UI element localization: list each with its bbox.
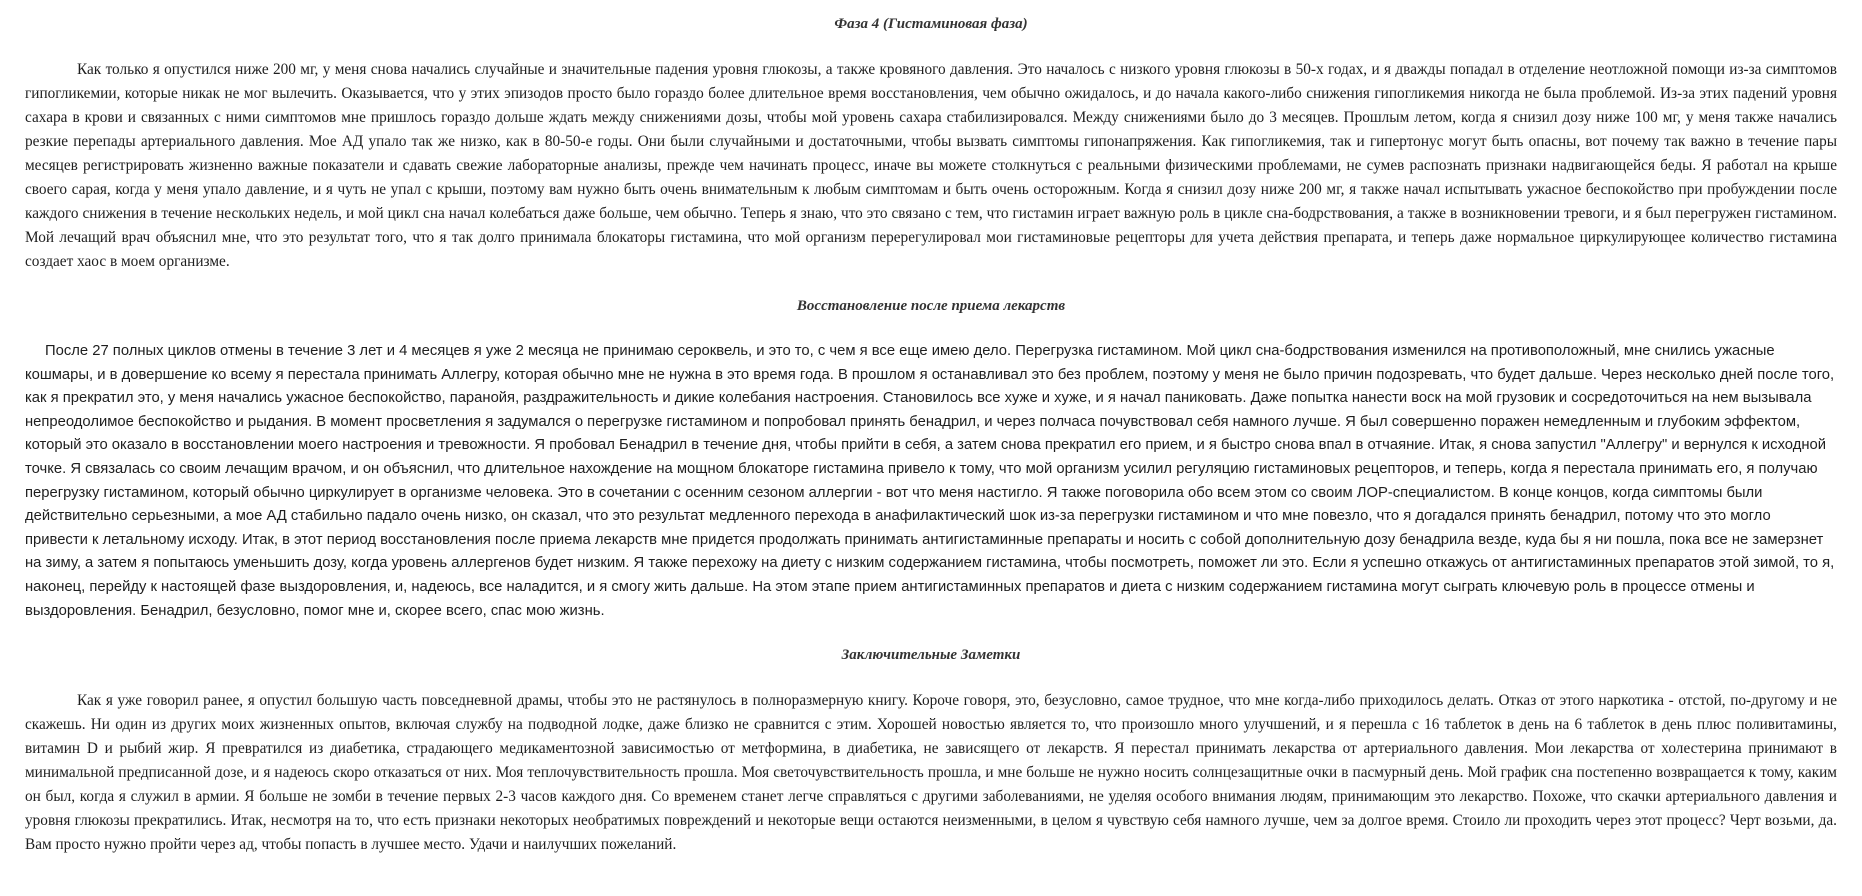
paragraph-recovery: После 27 полных циклов отмены в течение 3 лет и 4 месяцев я уже 2 месяца не принимаю сероквель, и это то, с чем я все еще имею дело. Перегрузка гистамином. Мой цикл сна-бодрствования изменился на противоположный, мне снились ужасные кошмары, и в довершение ко всему я перестала принимать Аллегру, которая обычно мне не нужна в это время года. В прошлом я останавливал это без проблем, поэтому у меня не было причин подозревать, что будет дальше. Через несколько дней после того, как я прекратил это, у меня начались ужасное беспокойство, паранойя, раздражительность и дикие колебания настроения. Становилось все хуже и хуже, и я начал паниковать. Даже попытка нанести воск на мой грузовик и сосредоточиться на нем вызывала непреодолимое беспокойство и рыдания. В момент просветления я задумался о перегрузке гистамином и попробовал принять бенадрил, и через полчаса почувствовал себя намного лучше. Я был совершенно поражен немедленным и глубоким эффектом, который это оказало в восстановлении моего настроения и тревожности. Я пробовал Бенадрил в течение дня, чтобы прийти в себя, а затем снова прекратил его прием, и я быстро снова впал в отчаяние. Итак, я снова запустил "Аллегру" и вернулся к исходной точке. Я связалась со своим лечащим врачом, и он объяснил, что длительное нахождение на мощном блокаторе гистамина привело к тому, что мой организм усилил регуляцию гистаминовых рецепторов, и теперь, когда я перестала принимать его, я получаю перегрузку гистамином, который обычно циркулирует в организме человека. Это в сочетании с осенним сезоном аллергии - вот что меня настигло. Я также поговорила обо всем этом со своим ЛОР-специалистом. В конце концов, когда симптомы были действительно серьезными, а мое АД стабильно падало очень низко, он сказал, что это результат медленного перехода в анафилактический шок из-за перегрузки гистамином и что мне повезло, что я догадался принять бенадрил, потому что это могло привести к летальному исходу. Итак, в этот период восстановления после приема лекарств мне придется продолжать принимать антигистаминные препараты и носить с собой дополнительную дозу бенадрила везде, куда бы я ни пошла, пока все не замерзнет на зиму, а затем я попытаюсь уменьшить дозу, когда уровень аллергенов будет низким. Я также перехожу на диету с низким содержанием гистамина, чтобы посмотреть, поможет ли это. Если я успешно откажусь от антигистаминных препаратов этой зимой, то я, наконец, перейду к настоящей фазе выздоровления, и, надеюсь, все наладится, и я смогу жить дальше. На этом этапе прием антигистаминных препаратов и диета с низким содержанием гистамина могут сыграть ключевую роль в процессе отмены и выздоровления. Бенадрил, безусловно, помог мне и, скорее всего, спас мою жизнь. [25,343,1835,619]
paragraph-phase-4: Как только я опустился ниже 200 мг, у меня снова начались случайные и значительные падения уровня глюкозы, а также кровяного давления. Это началось с низкого уровня глюкозы в 50-х годах, и я дважды попадал в отделение неотложной помощи из-за симптомов гипогликемии, которые никак не мог вылечить. Оказывается, что у этих эпизодов просто было гораздо более длительное время восстановления, чем обычно ожидалось, и до начала какого-либо снижения гипогликемия никогда не была проблемой. Из-за этих падений уровня сахара в крови и связанных с ними симптомов мне пришлось гораздо дольше ждать между снижениями дозы, чтобы мой уровень сахара стабилизировался. Между снижениями было до 3 месяцев. Прошлым летом, когда я снизил дозу ниже 100 мг, у меня также начались резкие перепады артериального давления. Мое АД упало так же низко, как в 80-50-е годы. Они были случайными и достаточными, чтобы вызвать симптомы гипонапряжения. Как гипогликемия, так и гипертонус могут быть опасны, вот почему так важно в течение пары месяцев регистрировать жизненно важные показатели и сдавать свежие лабораторные анализы, прежде чем начинать процесс, иначе вы можете столкнуться с реальными физическими проблемами, не сумев распознать признаки надвигающейся беды. Я работал на крыше своего сарая, когда у меня упало давление, и я чуть не упал с крыши, поэтому вам нужно быть очень внимательным к любым симптомам и быть очень осторожным. Когда я снизил дозу ниже 200 мг, я также начал испытывать ужасное беспокойство при пробуждении после каждого снижения в течение нескольких недель, и мой цикл сна начал колебаться даже больше, чем обычно. Теперь я знаю, что это связано с тем, что гистамин играет важную роль в цикле сна-бодрствования, а также в возникновении тревоги, и я был перегружен гистамином. Мой лечащий врач объяснил мне, что это результат того, что я так долго принимала блокаторы гистамина, что мой организм перерегулировал мои гистаминовые рецепторы для учета действия препарата, и теперь даже нормальное циркулирующее количество гистамина создает хаос в моем организме. [25,61,1837,270]
paragraph-final-notes: Как я уже говорил ранее, я опустил большую часть повседневной драмы, чтобы это не растянулось в полноразмерную книгу. Короче говоря, это, безусловно, самое трудное, что мне когда-либо приходилось делать. Отказ от этого наркотика - отстой, по-другому и не скажешь. Ни один из других моих жизненных опытов, включая службу на подводной лодке, даже близко не сравнится с этим. Хорошей новостью является то, что произошло много улучшений, и я перешла с 16 таблеток в день на 6 таблеток в день плюс поливитамины, витамин D и рыбий жир. Я превратился из диабетика, страдающего медикаментозной зависимостью от метформина, в диабетика, не зависящего от лекарств. Я перестал принимать лекарства от артериального давления. Мои лекарства от холестерина принимают в минимальной предписанной дозе, и я надеюсь скоро отказаться от них. Моя теплочувствительность прошла. Моя светочувствительность прошла, и мне больше не нужно носить солнцезащитные очки в пасмурный день. Мой график сна постепенно возвращается к тому, каким он был, когда я служил в армии. Я больше не зомби в течение первых 2-3 часов каждого дня. Со временем станет легче справляться с другими заболеваниями, не уделяя особого внимания людям, принимающим это лекарство. Похоже, что скачки артериального давления и уровня глюкозы прекратились. Итак, несмотря на то, что есть признаки некоторых необратимых повреждений и некоторые вещи остаются неизменными, в целом я чувствую себя намного лучше, чем за долгое время. Стоило ли проходить через этот процесс? Черт возьми, да. Вам просто нужно пройти через ад, чтобы попасть в лучшее место. Удачи и наилучших пожеланий. [25,692,1837,854]
section-title-recovery: Восстановление после приема лекарств [796,298,1066,314]
section-title-phase-4: Фаза 4 (Гистаминовая фаза) [834,16,1028,32]
section-title-final-notes: Заключительные Заметки [841,647,1021,664]
